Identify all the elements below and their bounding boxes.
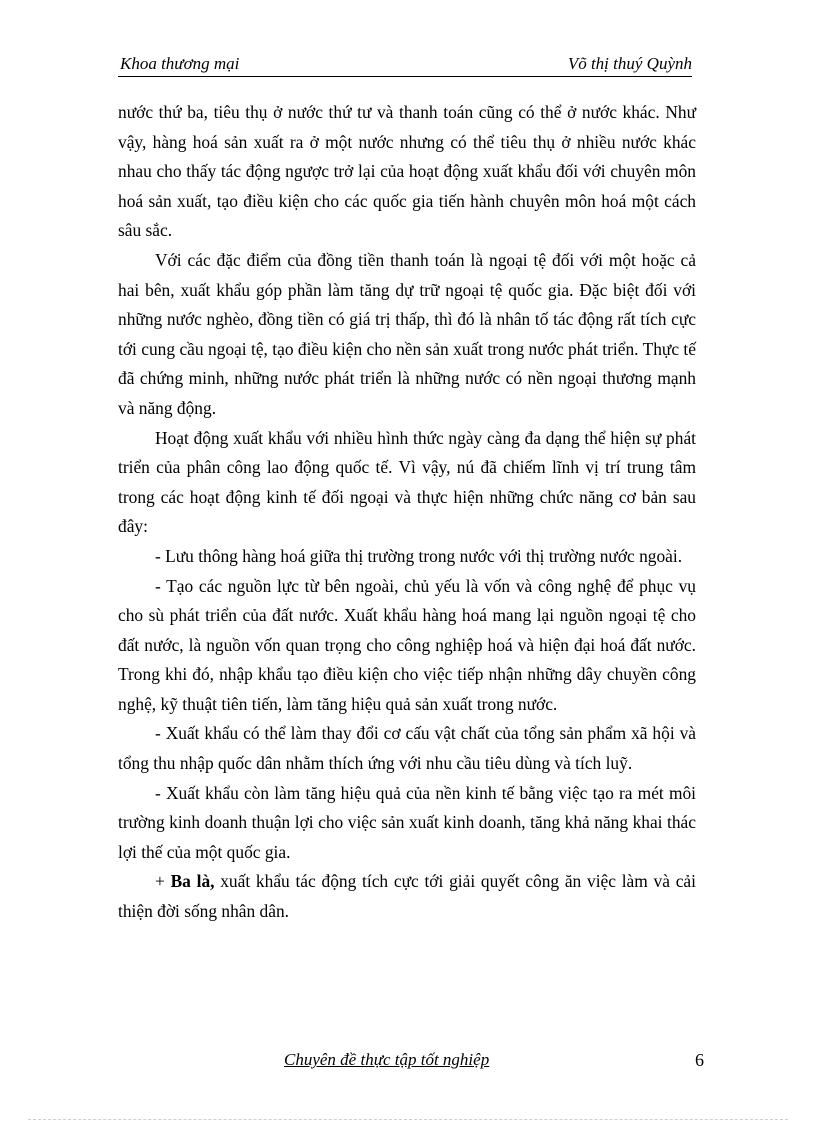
ba-la-prefix: + [155, 871, 171, 892]
list-item: - Xuất khẩu còn làm tăng hiệu quả của nền kinh tế bằng việc tạo ra mét môi trường kinh doanh thuận lợi cho việc sản xuất kinh doanh, tăng khả năng khai thác lợi thế của một quốc gia. [118, 782, 696, 862]
footer-title: Chuyên đề thực tập tốt nghiệp [284, 1050, 490, 1069]
list-item: - Lưu thông hàng hoá giữa thị trường trong nước với thị trường nước ngoài. [155, 545, 683, 566]
ba-la-rest: xuất khẩu tác động tích cực tới giải quyết công ăn việc làm và cải thiện đời sống nhân dân. [118, 871, 696, 922]
list-item: - Tạo các nguồn lực từ bên ngoài, chủ yếu là vốn và công nghệ để phục vụ cho sù phát triển của đất nước. Xuất khẩu hàng hoá mang lại nguồn ngoại tệ cho đất nước, là nguồn vốn quan trọng cho công nghiệp hoá và hiện đại hoá đất nước. Trong khi đó, nhập khẩu tạo điều kiện cho việc tiếp nhận những dây chuyền công nghệ, kỹ thuật tiên tiến, làm tăng hiệu quả sản xuất trong nước. [118, 575, 696, 714]
page-header [118, 52, 692, 77]
header-department: Khoa thương mại [120, 54, 240, 73]
body-text [118, 98, 696, 927]
ba-la-bold: Ba là, [170, 871, 215, 892]
paragraph-ba-la [118, 867, 696, 926]
page-number: 6 [695, 1050, 704, 1070]
page-footer [118, 1048, 708, 1074]
list-item: - Xuất khẩu có thể làm thay đổi cơ cấu vật chất của tổng sản phẩm xã hội và tổng thu nhập quốc dân nhằm thích ứng với nhu cầu tiêu dùng và tích luỹ. [118, 723, 696, 774]
header-author: Võ thị thuý Quỳnh [567, 54, 692, 73]
paragraph: nước thứ ba, tiêu thụ ở nước thứ tư và thanh toán cũng có thể ở nước khác. Như vậy, hàng hoá sản xuất ra ở một nước nhưng có thể tiêu thụ ở nhiều nước khác nhau cho thấy tác động ngược trở lại của hoạt động xuất khẩu đối với chuyên môn hoá sản xuất, tạo điều kiện cho các quốc gia tiến hành chuyên môn hoá một cách sâu sắc. [118, 102, 696, 241]
paragraph: Với các đặc điểm của đồng tiền thanh toán là ngoại tệ đối với một hoặc cả hai bên, xuất khẩu góp phần làm tăng dự trữ ngoại tệ quốc gia. Đặc biệt đối với những nước nghèo, đồng tiền có giá trị thấp, thì đó là nhân tố tác động rất tích cực tới cung cầu ngoại tệ, tạo điều kiện cho nền sản xuất trong nước phát triển. Thực tế đã chứng minh, những nước phát triển là những nước có nền ngoại thương mạnh và năng động. [118, 249, 696, 418]
paragraph: Hoạt động xuất khẩu với nhiều hình thức ngày càng đa dạng thể hiện sự phát triển của phân công lao động quốc tế. Vì vậy, nú đã chiếm lĩnh vị trí trung tâm trong các hoạt động kinh tế đối ngoại và thực hiện những chức năng cơ bản sau đây: [118, 427, 696, 537]
page-bottom-divider [28, 1119, 788, 1120]
